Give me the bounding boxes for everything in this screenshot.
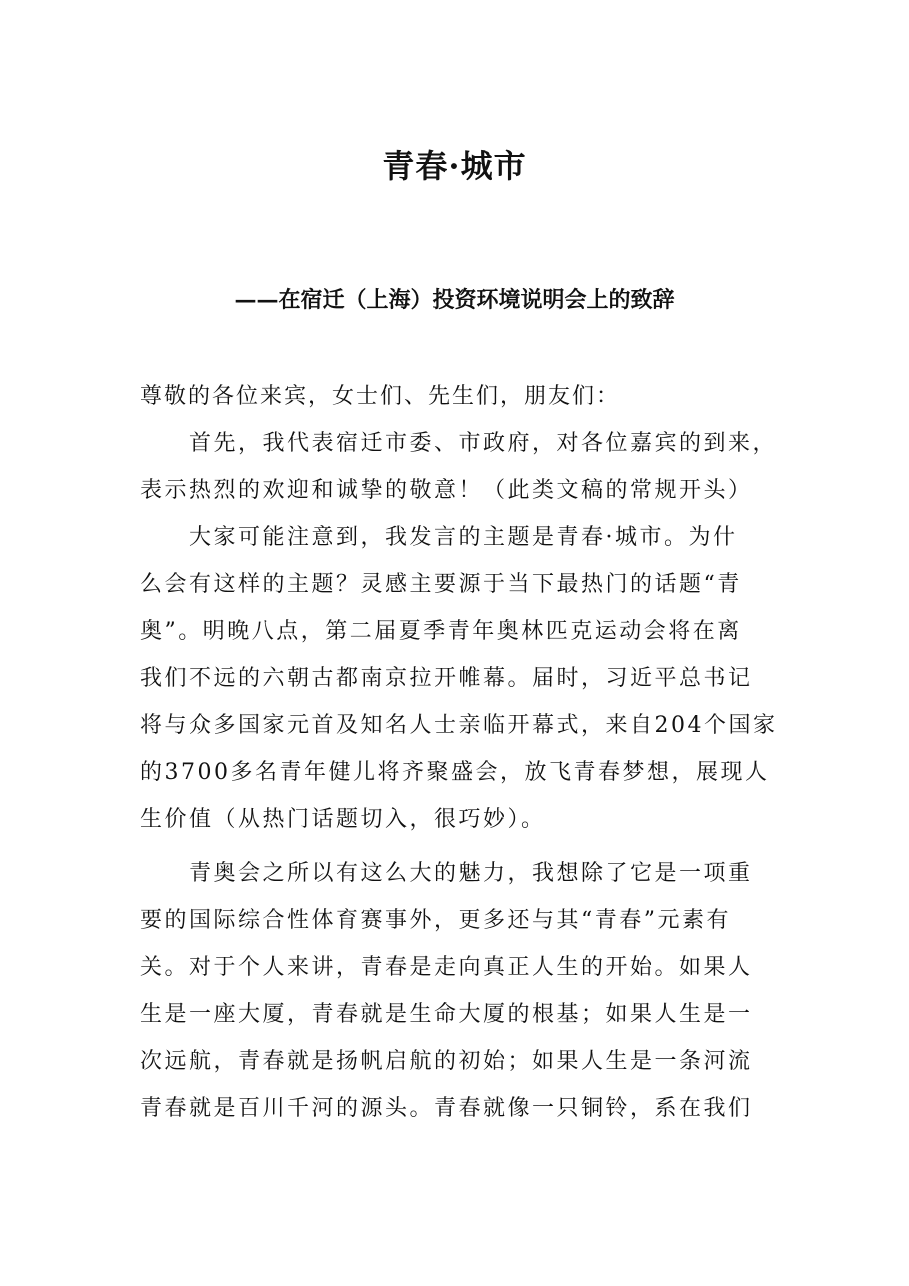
paragraph-youth <box>140 850 780 1132</box>
document-title: 青春·城市 <box>382 147 527 185</box>
paragraph-line: 将与众多国家元首及知名人士亲临开幕式，来自204个国家 <box>140 713 778 738</box>
paragraph-line: 么会有这样的主题？灵感主要源于当下最热门的话题“青 <box>140 572 742 597</box>
paragraph-line: 首先，我代表宿迁市委、市政府，对各位嘉宾的到来， <box>140 431 778 456</box>
paragraph-line: 表示热烈的欢迎和诚挚的敬意！（此类文稿的常规开头） <box>140 478 753 503</box>
paragraph-line: 大家可能注意到，我发言的主题是青春·城市。为什 <box>140 525 738 550</box>
paragraph-line: 我们不远的六朝古都南京拉开帷幕。届时，习近平总书记 <box>140 666 753 691</box>
paragraph-line: 关。对于个人来讲，青春是走向真正人生的开始。如果人 <box>140 955 753 980</box>
document-subtitle: ——在宿迁（上海）投资环境说明会上的致辞 <box>234 287 675 313</box>
paragraph-line: 青春就是百川千河的源头。青春就像一只铜铃，系在我们 <box>140 1096 753 1121</box>
paragraph-line: 次远航，青春就是扬帆启航的初始；如果人生是一条河流 <box>140 1049 753 1074</box>
paragraph-line: 要的国际综合性体育赛事外，更多还与其“青春”元素有 <box>140 908 731 933</box>
paragraph-theme <box>140 514 780 843</box>
paragraph-line: 生是一座大厦，青春就是生命大厦的根基；如果人生是一 <box>140 1002 753 1027</box>
salutation: 尊敬的各位来宾，女士们、先生们，朋友们： <box>140 384 621 409</box>
paragraph-line: 生价值（从热门话题切入，很巧妙）。 <box>140 807 546 832</box>
paragraph-opening <box>140 420 780 514</box>
paragraph-line: 的3700多名青年健儿将齐聚盛会，放飞青春梦想，展现人 <box>140 760 770 785</box>
paragraph-line: 青奥会之所以有这么大的魅力，我想除了它是一项重 <box>140 861 753 886</box>
paragraph-line: 奥”。明晚八点，第二届夏季青年奥林匹克运动会将在离 <box>140 619 742 644</box>
